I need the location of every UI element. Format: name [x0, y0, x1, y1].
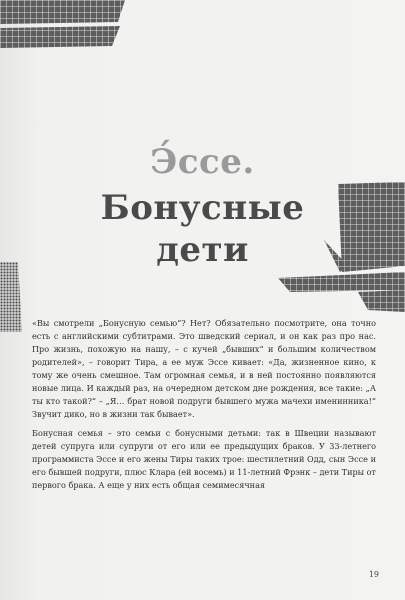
- decorative-dotted-shape-left: [0, 262, 24, 332]
- body-text: [32, 317, 376, 492]
- paragraph-1: «Вы смотрели „Бонусную семью“? Нет? Обязательно посмотрите, она точно есть с английскими субтитрами. Это шведский сериал, и он как раз про нас. Про жизнь, похожую на нашу, – с кучей „бывших“ и большим количеством родителей», – говорит Тира, а ее муж Эссе кивает: «Да, жизненное кино, к тому же очень смешное. Там огромная семья, и в ней постоянно появляются новые лица. И каждый раз, на очередном детском дне рождения, все такие: „А ты кто такой?“ – „Я… брат новой подруги бывшего мужа мачехи именинника!“ Звучит дико, но в жизни так бывает».: [32, 318, 376, 419]
- title-line-1: Э́ссе.: [150, 142, 255, 182]
- title-line-2: Бонусные: [100, 188, 305, 228]
- title-line-3: дети: [156, 230, 249, 270]
- page-number: 19: [368, 570, 379, 579]
- decorative-sail-top-left: [0, 0, 150, 48]
- paragraph-2: Бонусная семья – это семьи с бонусными детьми: так в Швеции называют детей супруга или супруги от его или ее предыдущих браков. У 33-летнего программиста Эссе и его жены Тиры таких трое: шестилетний Одд, сын Эссе и его бывшей подруги, плюс Клара (ей восемь) и 11-летний Фрэнк – дети Тиры от первого брака. А еще у них есть общая семимесячная: [32, 428, 377, 490]
